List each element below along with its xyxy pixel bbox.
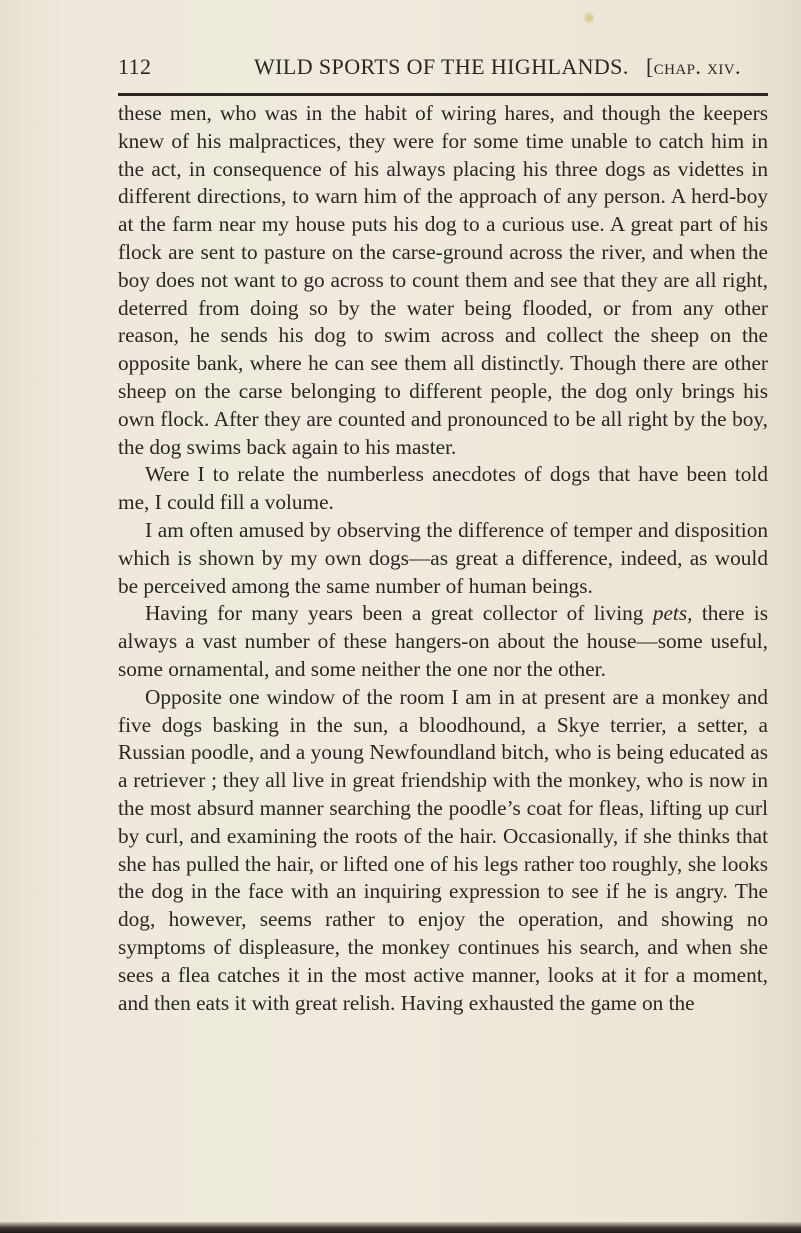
paragraph-4 (118, 600, 768, 683)
chapter-label: [chap. xiv. (646, 54, 741, 79)
paragraph-3 (118, 517, 768, 600)
paragraph-1 (118, 100, 768, 461)
paragraph-3-text: I am often amused by observing the difference of temper and disposition which is shown by my own dogs—as great a difference, indeed, as would be perceived among the same number of human beings. (118, 517, 768, 598)
paragraph-2-text: Were I to relate the numberless anecdotes of dogs that have been told me, I could fill a volume. (118, 462, 768, 515)
body-text (118, 100, 768, 1017)
paragraph-4-text-a: Having for many years been a great collector of living (145, 601, 653, 626)
paragraph-1-text: these men, who was in the habit of wiring hares, and though the keepers knew of his malpractices, they were for some time unable to catch him in the act, in consequence of his always placing his three dogs as videttes in different directions, to warn him of the approach of any person. A herd-boy at the farm near my house puts his dog to a curious use. A great part of his flock are sent to pasture on the carse-ground across the river, and when the boy does not want to go across to count them and see that they are all right, deterred from doing so by the water being flooded, or from any other reason, he sends his dog to swim across and collect the sheep on the opposite bank, where he can see them all distinctly. Though there are other sheep on the carse belonging to different people, the dog only brings his own flock. After they are counted and pronounced to be all right by the boy, the dog swims back again to his master. (118, 101, 768, 459)
header-rule (118, 93, 768, 96)
paragraph-4-text-b: there is always a vast number of these hangers-on about the house—some useful, some ornamental, and some neither the one nor the other. (118, 601, 768, 681)
paper-stain (584, 10, 594, 26)
paragraph-5 (118, 684, 768, 1018)
running-title: WILD SPORTS OF THE HIGHLANDS. (254, 54, 629, 79)
page-number: 112 (118, 54, 152, 79)
running-head (118, 54, 768, 80)
page-bottom-edge (0, 1222, 801, 1233)
paragraph-5-text: Opposite one window of the room I am in at present are a monkey and five dogs basking in the sun, a bloodhound, a Skye terrier, a setter, a Russian poodle, and a young Newfoundland bitch, who is being educated as a retriever ; they all live in great friendship with the monkey, who is now in the most absurd manner searching the poodle’s coat for fleas, lifting up curl by curl, and examining the roots of the hair. Occasionally, if she thinks that she has pulled the hair, or lifted one of his legs rather too roughly, she looks the dog in the face with an inquiring expression to see if he is angry. The dog, however, seems rather to enjoy the operation, and showing no symptoms of displeasure, the monkey continues his search, and when she sees a flea catches it in the most active manner, looks at it for a moment, and then eats it with great relish. Having exhausted the game on the (118, 684, 768, 1015)
paragraph-4-italic: pets, (652, 601, 693, 626)
paragraph-2 (118, 461, 768, 517)
